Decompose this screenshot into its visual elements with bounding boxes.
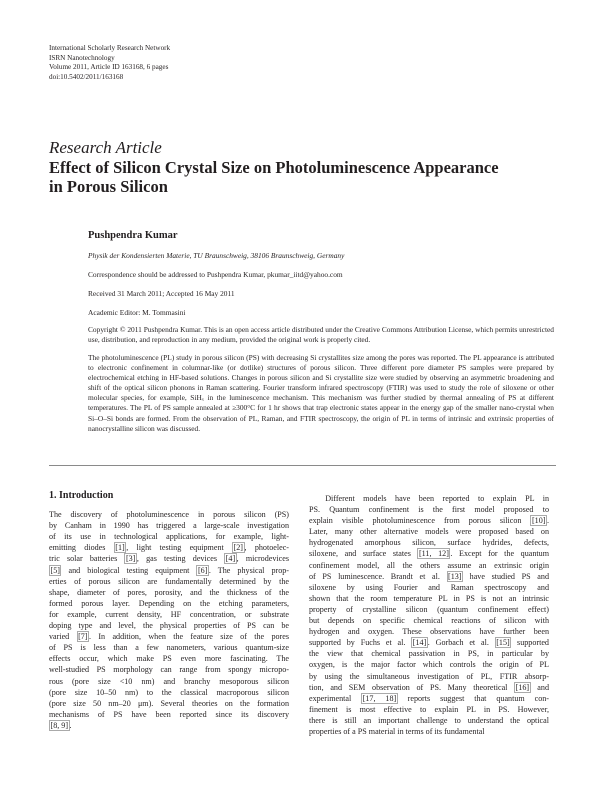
text-span: , microdevices: [236, 554, 289, 564]
text-span: the view that chemical passivation in PS, in particular by: [309, 649, 549, 659]
right-column-body: [309, 493, 549, 737]
text-line: [49, 631, 289, 642]
text-line: [49, 664, 289, 675]
citation-link[interactable]: [15]: [496, 638, 510, 648]
text-line: [309, 726, 549, 737]
text-line: [49, 576, 289, 587]
citation-link[interactable]: [13]: [448, 571, 462, 581]
journal-name: ISRN Nanotechnology: [49, 53, 115, 62]
text-span: effects occur, which make PS even more fascinating. The: [49, 654, 289, 664]
text-span: siloxene, and surface states: [309, 549, 418, 559]
text-span: and biological testing equipment: [61, 565, 197, 575]
text-span: and: [530, 682, 549, 692]
text-span: (pore size 10–50 nm) to the classical macroporous silicon: [49, 687, 289, 697]
text-span: formed porous layer. Depending on the etching parameters,: [49, 598, 289, 608]
text-line: [49, 676, 289, 687]
text-line: [309, 648, 549, 659]
text-line: [309, 582, 549, 593]
text-span: , photoelec-: [244, 543, 289, 553]
text-span: shown that the room temperature PL in PS is not an intrinsic: [309, 593, 549, 603]
text-line: [49, 598, 289, 609]
text-line: [49, 553, 289, 564]
text-line: [309, 671, 549, 682]
text-line: [309, 537, 549, 548]
citation-link[interactable]: [2]: [233, 543, 243, 553]
citation-link[interactable]: [7]: [78, 632, 88, 642]
text-span: there is still an important challenge to understand the optical: [309, 715, 549, 725]
citation-link[interactable]: [3]: [125, 554, 136, 564]
text-line: [49, 531, 289, 542]
text-span: . Gorbach et al.: [427, 638, 495, 648]
text-line: [49, 620, 289, 631]
citation-link[interactable]: [8, 9]: [50, 720, 69, 730]
text-span: well-studied PS morphology can range from spongy micropo-: [49, 665, 289, 675]
citation-link[interactable]: [16]: [515, 682, 530, 692]
text-span: shape, diameter of pores, porosity, and the thickness of the: [49, 587, 289, 597]
text-span: hydrogen and oxygen. These observations have further been: [309, 627, 549, 637]
text-line: [309, 515, 549, 526]
text-line: [309, 693, 549, 704]
text-span: property of crystalline silicon (quantum confinement effect): [309, 604, 549, 614]
text-span: confinement model, all the others assume an extrinsic origin: [309, 560, 549, 570]
text-span: of PS is less than a few nanometers, various quantum-size: [49, 643, 289, 653]
citation-link[interactable]: [4]: [225, 554, 236, 564]
text-line: [49, 709, 289, 720]
text-line: [49, 653, 289, 664]
text-span: of its use in technological applications, for example, light-: [49, 532, 289, 542]
citation-link[interactable]: [10]: [531, 516, 546, 526]
text-line: [49, 565, 289, 576]
copyright-notice: Copyright © 2011 Pushpendra Kumar. This is an open access article distributed under the Creative Commons Attribution License, which permits unrestricted use, distribution, and reproduction in any medium, provided the original work is properly cited.: [88, 325, 554, 345]
text-line: [309, 637, 549, 648]
citation-link[interactable]: [1]: [115, 543, 125, 553]
text-span: for example, current density, HF concentration, or substrate: [49, 609, 289, 619]
text-span: erties of porous silicon are fundamentally determined by the: [49, 576, 289, 586]
text-span: supported: [511, 638, 549, 648]
text-span: (pore size 50 nm–20 μm). Several theories on the formation: [49, 698, 289, 708]
text-span: . Except for the quantum: [450, 549, 549, 559]
correspondence: Correspondence should be addressed to Pushpendra Kumar, pkumar_iitd@yahoo.com: [88, 270, 343, 279]
text-line: [309, 493, 549, 504]
author-name: Pushpendra Kumar: [88, 230, 178, 241]
text-span: varied: [49, 632, 77, 642]
text-span: . In addition, when the feature size of the pores: [89, 632, 289, 642]
paper-title: [49, 159, 569, 196]
text-line: [49, 587, 289, 598]
journal-info: [49, 44, 170, 82]
text-span: emitting diodes: [49, 543, 114, 553]
text-line: [309, 526, 549, 537]
text-span: Later, many other alternative models were proposed based on: [309, 527, 549, 537]
text-line: [49, 509, 289, 520]
text-line: [49, 720, 289, 731]
volume-info: Volume 2011, Article ID 163168, 6 pages: [49, 63, 169, 72]
text-line: [309, 682, 549, 693]
title-line-2: in Porous Silicon: [49, 176, 168, 196]
text-line: [309, 715, 549, 726]
text-span: siloxene by using Fourier and Raman spectroscopy and: [309, 582, 549, 592]
text-line: [309, 548, 549, 559]
text-line: [309, 571, 549, 582]
text-span: finement is most effective to explain PL in PS. However,: [309, 704, 549, 714]
text-span: hydrogenated amorphous silicon, surface hydrides, defects,: [309, 538, 549, 548]
text-span: but depends on specific chemical reactions of silicon with: [309, 616, 549, 626]
right-column: [309, 493, 549, 737]
academic-editor: Academic Editor: M. Tommasini: [88, 308, 186, 317]
text-span: The discovery of photoluminescence in porous silicon (PS): [49, 510, 289, 520]
text-line: [309, 615, 549, 626]
text-span: experimental: [309, 693, 362, 703]
text-line: [49, 642, 289, 653]
text-span: tion, and SEM observation of PS. Many theoretical: [309, 682, 515, 692]
citation-link[interactable]: [6]: [197, 565, 208, 575]
text-line: [309, 560, 549, 571]
text-span: , light testing equipment: [126, 543, 233, 553]
text-line: [309, 704, 549, 715]
text-span: .: [69, 720, 72, 730]
title-line-1: Effect of Silicon Crystal Size on Photoluminescence Appearance: [49, 158, 499, 177]
text-span: have studied PS and: [463, 571, 549, 581]
text-span: PS. Quantum confinement is the first model proposed to: [309, 505, 549, 515]
text-span: tric solar batteries: [49, 554, 125, 564]
left-column-body: [49, 509, 289, 731]
citation-link[interactable]: [17, 18]: [362, 693, 397, 703]
text-span: of PS luminescence. Brandt et al.: [309, 571, 447, 581]
text-span: mechanisms of PS have been reported since its discovery: [49, 709, 289, 719]
text-span: supported by Fuchs et al.: [309, 638, 412, 648]
text-line: [309, 659, 549, 670]
text-span: explain visible photoluminescence from porous silicon: [309, 516, 531, 526]
text-line: [309, 626, 549, 637]
text-span: by using the simultaneous investigation of PL, FTIR absorp-: [309, 671, 549, 681]
section-heading: 1. Introduction: [49, 490, 114, 501]
text-span: , gas testing devices: [136, 554, 225, 564]
text-span: oxygen, is the major factor which controls the origin of PL: [309, 660, 549, 670]
text-line: [49, 609, 289, 620]
text-span: . The physical prop-: [208, 565, 289, 575]
abstract: The photoluminescence (PL) study in porous silicon (PS) with decreasing Si crystallites size among the pores was reported. The PL appearance is attributed to electronic confinement in columnar-like (or dotlike) structures of porous silicon. Three different pore diameter PS samples were prepared by electrochemical etching in HF-based solutions. Changes in porous silicon and Si crystallite size were studied by observing an asymmetric broadening and shift of the optical silicon phonons in Raman scattering. Fourier transform infrared spectroscopy (FTIR) was used to study the role of siloxene or other molecular species, for example, SiHₓ in the luminescence mechanism. This mechanism was further studied by thermal annealing of PS at different temperatures. The PL of PS sample annealed at ≥300°C for 1 hr shows that trap electronic states appear in the energy gap of the smaller nano-crystal when Si–O–Si bonds are formed. From the observation of PL, Raman, and FTIR spectroscopy, the origin of PL in terms of intrinsic and extrinsic properties of nanocrystalline silicon was discussed.: [88, 353, 554, 433]
text-span: rous (pore size <10 nm) and branchy mesoporous silicon: [49, 676, 289, 686]
text-span: .: [546, 516, 549, 526]
text-line: [49, 698, 289, 709]
text-span: reports suggest that quantum con-: [397, 693, 550, 703]
left-column: [49, 490, 289, 731]
text-line: [309, 593, 549, 604]
affiliation: Physik der Kondensierten Materie, TU Braunschweig, 38106 Braunschweig, Germany: [88, 251, 345, 260]
text-span: Different models have been reported to explain PL in: [309, 494, 549, 503]
publisher-name: International Scholarly Research Network: [49, 44, 171, 52]
citation-link[interactable]: [5]: [50, 565, 60, 575]
text-line: [49, 687, 289, 698]
citation-link[interactable]: [14]: [412, 638, 427, 648]
text-span: properties of a PS material in terms of its fundamental: [309, 726, 485, 736]
text-line: [49, 520, 289, 531]
text-span: by Canham in 1990 has triggered a large-scale investigation: [49, 521, 289, 531]
citation-link[interactable]: [11, 12]: [418, 549, 449, 559]
article-type: Research Article: [49, 138, 162, 157]
text-line: [49, 542, 289, 553]
received-dates: Received 31 March 2011; Accepted 16 May 2011: [88, 289, 235, 298]
text-line: [309, 504, 549, 515]
doi-link[interactable]: doi:10.5402/2011/163168: [49, 72, 124, 81]
section-divider: [49, 465, 556, 466]
text-span: doping type and level, the physical properties of PS can be: [49, 621, 289, 631]
text-line: [309, 604, 549, 615]
